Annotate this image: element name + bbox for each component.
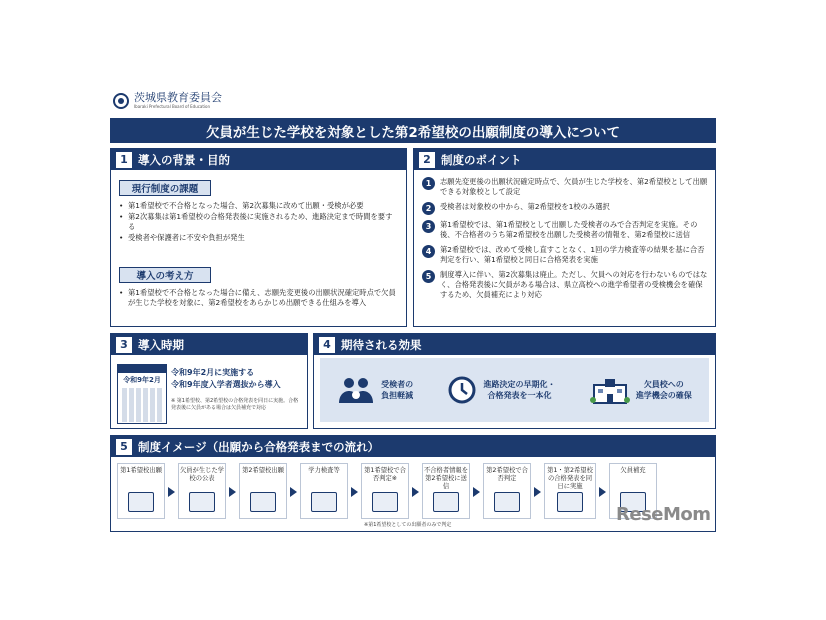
calendar-icon	[117, 364, 167, 424]
number-badge: 3	[422, 220, 435, 233]
flow-step	[300, 463, 348, 519]
section-heading: 導入時期	[138, 337, 184, 352]
list-item	[422, 245, 709, 265]
computer-check-icon	[372, 492, 398, 512]
arrow-icon	[412, 487, 419, 497]
effect-line: 進学機会の確保	[635, 391, 692, 400]
section-heading: 導入の背景・目的	[138, 152, 230, 167]
effects-panel	[320, 358, 709, 422]
people-icon	[337, 375, 375, 405]
list-item: • 第2次募集は第1希望校の合格発表後に実施されるため、進路決定まで時間を要する	[119, 212, 399, 232]
subheading-current-issues: 現行制度の課題	[119, 180, 211, 196]
flow-step-label: 学力検査等	[308, 467, 340, 474]
list-item	[422, 202, 709, 215]
list-item: • 第1希望校で不合格となった場合に備え、志願先変更後の出願状況確定時点で欠員が生じた学校を対象に、第2希望校をあらかじめ出願できる仕組みを導入	[119, 288, 399, 308]
arrow-icon	[473, 487, 480, 497]
section-heading: 制度のポイント	[441, 152, 522, 167]
flow-step	[361, 463, 409, 519]
effect-line: 欠員校への	[643, 380, 684, 389]
section-number: 4	[319, 337, 335, 353]
arrow-icon	[229, 487, 236, 497]
calendar-month: 令和9年2月	[123, 376, 161, 384]
section-header	[314, 334, 715, 355]
arrow-icon	[534, 487, 541, 497]
arrow-icon	[290, 487, 297, 497]
section-header	[111, 334, 307, 355]
point-text: 第2希望校では、改めて受検し直すことなく、1回の学力検査等の結果を基に合否判定を行い、第1希望校と同日に合格発表を実施	[440, 245, 705, 264]
database-icon	[433, 492, 459, 512]
watermark: ReseMom	[616, 504, 711, 525]
arrow-icon	[599, 487, 606, 497]
section-header	[111, 149, 406, 170]
flow-step-label: 第1希望校で合否判定※	[364, 467, 406, 482]
page-title: 欠員が生じた学校を対象とした第2希望校の出願制度の導入について	[110, 118, 716, 143]
effect-item	[337, 375, 413, 405]
flow-footnote: ※第1希望校としての出願者のみで判定	[364, 522, 452, 528]
section-header	[111, 436, 715, 457]
effect-line: 進路決定の早期化・	[483, 380, 556, 389]
number-badge: 5	[422, 270, 435, 283]
announcement-icon	[557, 492, 583, 512]
section-background	[110, 148, 407, 327]
flow-step-label: 第2希望校で合否判定	[486, 467, 528, 482]
section-timing	[110, 333, 308, 429]
exam-paper-icon	[311, 492, 337, 512]
concept-list	[119, 288, 399, 309]
number-badge: 1	[422, 177, 435, 190]
flow-step-label: 不合格者情報を第2希望校に送信	[423, 467, 469, 490]
flow-step-label: 第1・第2希望校の合格発表を同日に実施	[547, 467, 593, 490]
flow-step	[483, 463, 531, 519]
effect-item	[447, 375, 555, 405]
flow-step	[239, 463, 287, 519]
list-item: • 受検者や保護者に不安や負担が発生	[119, 233, 399, 243]
section-number: 2	[419, 152, 435, 168]
flow-step-label: 欠員補充	[620, 467, 646, 474]
school-icon	[590, 375, 630, 405]
timing-lead-1: 令和9年2月に実施する	[171, 368, 255, 377]
section-header	[414, 149, 715, 170]
list-item	[422, 270, 709, 300]
flow-step	[544, 463, 596, 519]
tablet-icon	[250, 492, 276, 512]
points-list	[422, 177, 709, 305]
logo-org-name-en: Ibaraki Prefectural Board of Education	[134, 104, 211, 109]
logo-org-name: 茨城県教育委員会	[134, 91, 222, 104]
list-item	[422, 177, 709, 197]
effect-line: 負担軽減	[381, 391, 414, 400]
clock-icon	[447, 375, 477, 405]
document-pen-icon	[128, 492, 154, 512]
logo-mark-icon	[113, 93, 129, 109]
megaphone-icon	[189, 492, 215, 512]
section-system-points	[413, 148, 716, 327]
number-badge: 2	[422, 202, 435, 215]
section-number: 1	[116, 152, 132, 168]
flow-step-label: 第2希望校出願	[242, 467, 284, 474]
subheading-concept: 導入の考え方	[119, 267, 211, 283]
effect-line: 合格発表を一本化	[487, 391, 552, 400]
effect-item	[590, 375, 692, 405]
flow-step	[178, 463, 226, 519]
section-heading: 制度イメージ（出願から合格発表までの流れ）	[138, 439, 380, 454]
section-number: 3	[116, 337, 132, 353]
section-number: 5	[116, 439, 132, 455]
point-text: 受検者は対象校の中から、第2希望校を1校のみ選択	[440, 202, 610, 211]
flow-step	[117, 463, 165, 519]
issues-list	[119, 201, 399, 244]
list-item: • 第1希望校で不合格となった場合、第2次募集に改めて出願・受検が必要	[119, 201, 399, 211]
flow-step-label: 第1希望校出願	[120, 467, 162, 474]
point-text: 第1希望校では、第1希望校として出願した受検者のみで合否判定を実施。その後、不合格者のうち第2希望校を出願した受検者の情報を、第2希望校に送信	[440, 220, 698, 239]
logo	[113, 92, 222, 109]
point-text: 制度導入に伴い、第2次募集は廃止。ただし、欠員への対応を行わないものではなく、合格発表後に欠員がある場合は、県立高校への進学希望者の受検機会を確保するため、欠員補充により対応	[440, 270, 708, 299]
number-badge: 4	[422, 245, 435, 258]
computer-search-icon	[494, 492, 520, 512]
flow-step	[422, 463, 470, 519]
timing-lead-2: 令和9年度入学者選抜から導入	[171, 380, 281, 389]
arrow-icon	[168, 487, 175, 497]
arrow-icon	[351, 487, 358, 497]
effect-line: 受検者の	[381, 380, 414, 389]
list-item	[422, 220, 709, 240]
section-heading: 期待される効果	[341, 337, 422, 352]
timing-note: ※ 第1希望校、第2希望校の合格発表を同日に実施。合格発表後に欠員がある場合は欠員補充で対応	[171, 398, 299, 411]
section-expected-effects	[313, 333, 716, 429]
point-text: 志願先変更後の出願状況確定時点で、欠員が生じた学校を、第2希望校として出願できる対象校として設定	[440, 177, 708, 196]
flow-step-label: 欠員が生じた学校の公表	[179, 467, 225, 482]
